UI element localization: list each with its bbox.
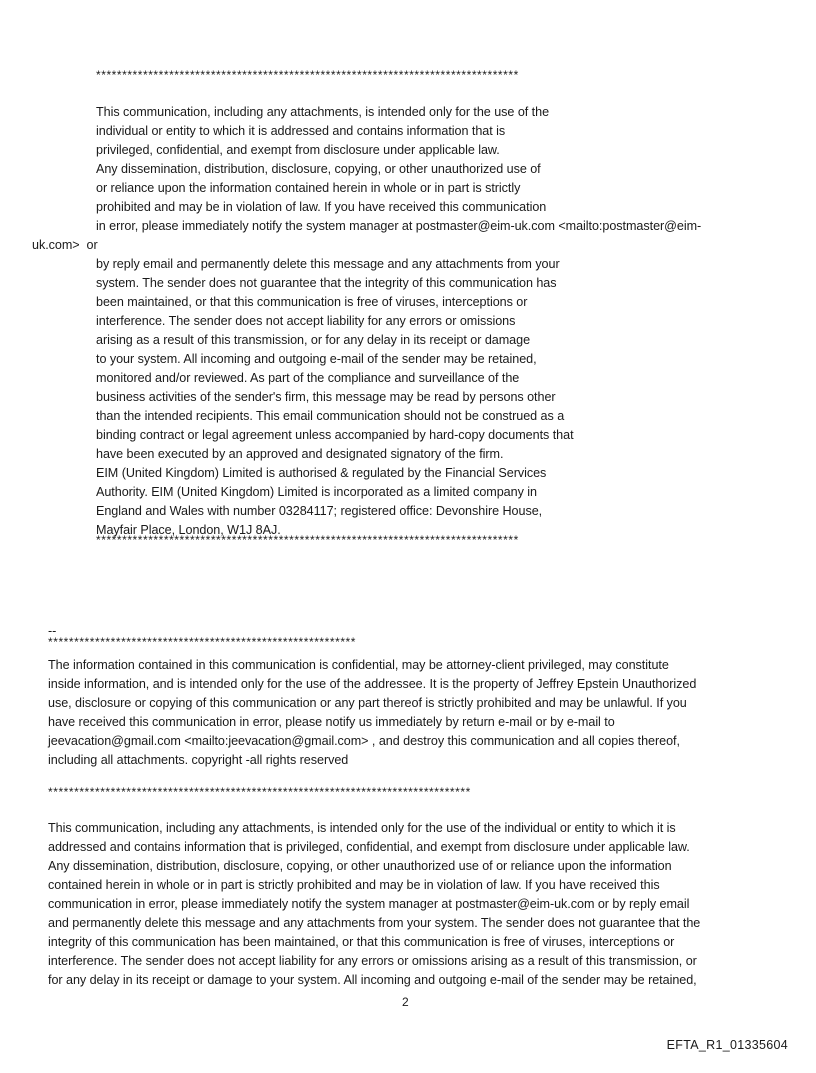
disclaimer-line: for any delay in its receipt or damage to your system. All incoming and outgoing e-mail of the sender may be retained, — [48, 973, 697, 987]
bates-number: EFTA_R1_01335604 — [666, 1038, 788, 1052]
disclaimer-line: This communication, including any attachments, is intended only for the use of the individual or entity to which it is — [48, 821, 676, 835]
disclaimer-line: contained herein in whole or in part is strictly prohibited and may be in violation of law. If you have received this — [48, 878, 660, 892]
disclaimer-line: This communication, including any attachments, is intended only for the use of the — [96, 105, 550, 119]
disclaimer-line: privileged, confidential, and exempt from disclosure under applicable law. — [96, 143, 500, 157]
disclaimer-line: interference. The sender does not accept liability for any errors or omissions — [96, 314, 516, 328]
disclaimer-line: monitored and/or reviewed. As part of the compliance and surveillance of the — [96, 371, 520, 385]
disclaimer-line: England and Wales with number 03284117; registered office: Devonshire House, — [96, 504, 543, 518]
disclaimer-line: uk.com> or — [32, 238, 98, 252]
disclaimer-line: arising as a result of this transmission, or for any delay in its receipt or damage — [96, 333, 531, 347]
signature-dashes: -- — [48, 624, 57, 638]
separator-stars: *********************************************************** — [48, 635, 356, 649]
disclaimer-line: and permanently delete this message and any attachments from your system. The sender does not guarantee that the — [48, 916, 701, 930]
disclaimer-line: integrity of this communication has been maintained, or that this communication is free of viruses, interceptions or — [48, 935, 675, 949]
confidentiality-line: including all attachments. copyright -all rights reserved — [48, 753, 349, 767]
disclaimer-line: Any dissemination, distribution, disclosure, copying, or other unauthorized use of or reliance upon the information — [48, 859, 672, 873]
confidentiality-line: inside information, and is intended only for the use of the addressee. It is the property of Jeffrey Epstein Unauthorized — [48, 677, 697, 691]
disclaimer-line: to your system. All incoming and outgoing e-mail of the sender may be retained, — [96, 352, 537, 366]
disclaimer-line: in error, please immediately notify the system manager at postmaster@eim-uk.com <mailto:postmaster@eim- — [96, 219, 702, 233]
disclaimer-line: interference. The sender does not accept liability for any errors or omissions arising as a result of this transmission, or — [48, 954, 697, 968]
separator-stars: ********************************************************************************* — [96, 68, 519, 82]
disclaimer-line: by reply email and permanently delete this message and any attachments from your — [96, 257, 560, 271]
disclaimer-line: have been executed by an approved and designated signatory of the firm. — [96, 447, 504, 461]
page-number: 2 — [402, 995, 409, 1009]
disclaimer-line: individual or entity to which it is addressed and contains information that is — [96, 124, 506, 138]
confidentiality-line: The information contained in this communication is confidential, may be attorney-client privileged, may constitute — [48, 658, 669, 672]
disclaimer-line: business activities of the sender's firm, this message may be read by persons other — [96, 390, 556, 404]
disclaimer-line: or reliance upon the information contained herein in whole or in part is strictly — [96, 181, 521, 195]
disclaimer-line: communication in error, please immediately notify the system manager at postmaster@eim-uk.com or by reply email — [48, 897, 690, 911]
disclaimer-line: EIM (United Kingdom) Limited is authorised & regulated by the Financial Services — [96, 466, 547, 480]
disclaimer-line: than the intended recipients. This email communication should not be construed as a — [96, 409, 565, 423]
disclaimer-line: Authority. EIM (United Kingdom) Limited is incorporated as a limited company in — [96, 485, 537, 499]
disclaimer-line: system. The sender does not guarantee that the integrity of this communication has — [96, 276, 557, 290]
disclaimer-line: addressed and contains information that is privileged, confidential, and exempt from disclosure under applicable law. — [48, 840, 690, 854]
disclaimer-line: Any dissemination, distribution, disclosure, copying, or other unauthorized use of — [96, 162, 541, 176]
confidentiality-line: jeevacation@gmail.com <mailto:jeevacation@gmail.com> , and destroy this communication and all copies thereof, — [48, 734, 680, 748]
separator-stars: ********************************************************************************* — [96, 533, 519, 547]
disclaimer-line: binding contract or legal agreement unless accompanied by hard-copy documents that — [96, 428, 574, 442]
separator-stars: ********************************************************************************* — [48, 785, 471, 799]
disclaimer-line: Mayfair Place, London, W1J 8AJ. — [96, 523, 281, 537]
disclaimer-line: been maintained, or that this communication is free of viruses, interceptions or — [96, 295, 528, 309]
disclaimer-line: prohibited and may be in violation of law. If you have received this communication — [96, 200, 547, 214]
confidentiality-line: use, disclosure or copying of this communication or any part thereof is strictly prohibited and may be unlawful. If you — [48, 696, 687, 710]
confidentiality-line: have received this communication in error, please notify us immediately by return e-mail or by e-mail to — [48, 715, 615, 729]
